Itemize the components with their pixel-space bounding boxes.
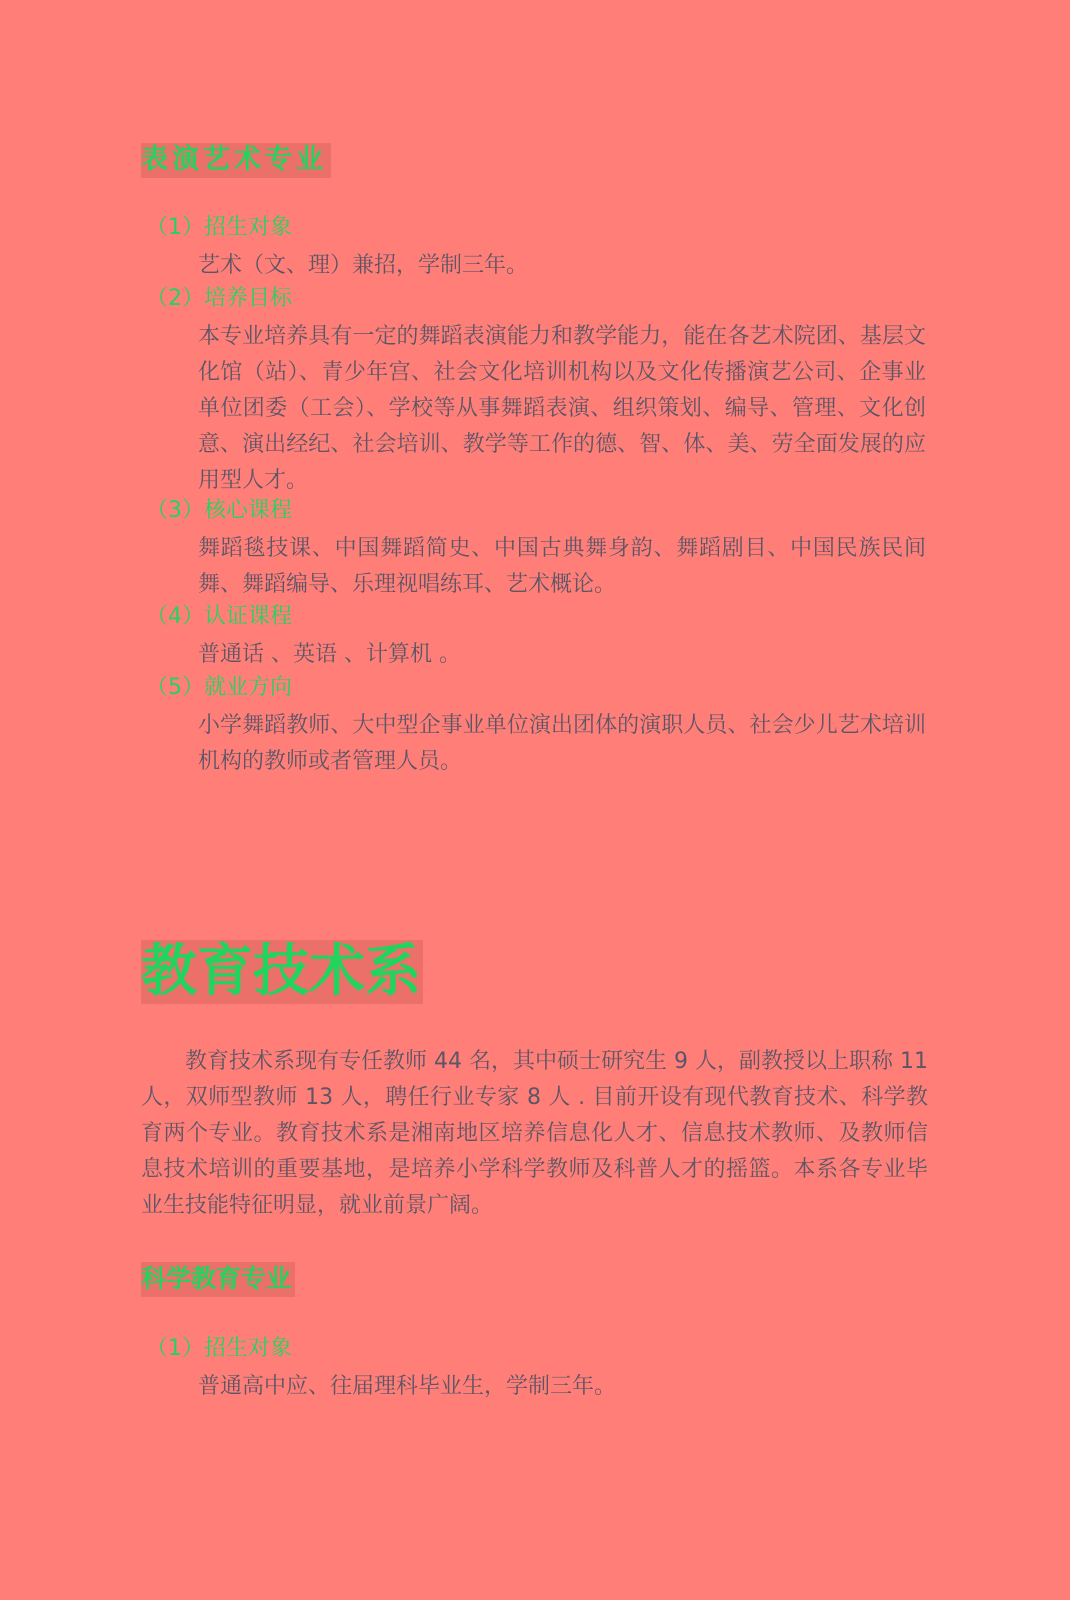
department-intro: 教育技术系现有专任教师 44 名，其中硕士研究生 9 人，副教授以上职称 11 人，双师型教师 13 人，聘任行业专家 8 人 . 目前开设有现代教育技术、科学教育两个专业。教育技术系是湘南地区培养信息化人才、信息技术教师、及教师信息技术培训的重要基地，是培养小学科学教师及科普人才的摇篮。本系各专业毕业生技能特征明显，就业前景广阔。 [141,1049,928,1218]
item-head-enrollment: （1）招生对象 [146,215,292,240]
item-body-training-goal: 本专业培养具有一定的舞蹈表演能力和教学能力，能在各艺术院团、基层文化馆（站）、青少年宫、社会文化培训机构以及文化传播演艺公司、企事业单位团委（工会）、学校等从事舞蹈表演、组织策划、编导、管理、文化创意、演出经纪、社会培训、教学等工作的德、智、体、美、劳全面发展的应用型人才。 [198,324,926,493]
major-title-science-education: 科学教育专业 [141,1262,295,1297]
item-body-enrollment: 艺术（文、理）兼招，学制三年。 [198,253,529,278]
item-body-science-enrollment: 普通高中应、往届理科毕业生，学制三年。 [198,1374,617,1399]
item-body-core-courses: 舞蹈毯技课、中国舞蹈简史、中国古典舞身韵、舞蹈剧目、中国民族民间舞、舞蹈编导、乐理视唱练耳、艺术概论。 [198,536,926,597]
major-title-performing-arts: 表演艺术专业 [141,143,331,178]
item-body-employment: 小学舞蹈教师、大中型企事业单位演出团体的演职人员、社会少儿艺术培训机构的教师或者管理人员。 [198,713,926,774]
item-head-training-goal: （2）培养目标 [146,286,292,311]
item-head-science-enrollment: （1）招生对象 [146,1336,292,1361]
department-title: 教育技术系 [141,939,421,1004]
item-head-employment: （5）就业方向 [146,675,292,700]
item-body-certification-courses: 普通话 、英语 、计算机 。 [198,642,461,667]
item-head-certification-courses: （4）认证课程 [146,604,292,629]
item-head-core-courses: （3）核心课程 [146,498,292,523]
